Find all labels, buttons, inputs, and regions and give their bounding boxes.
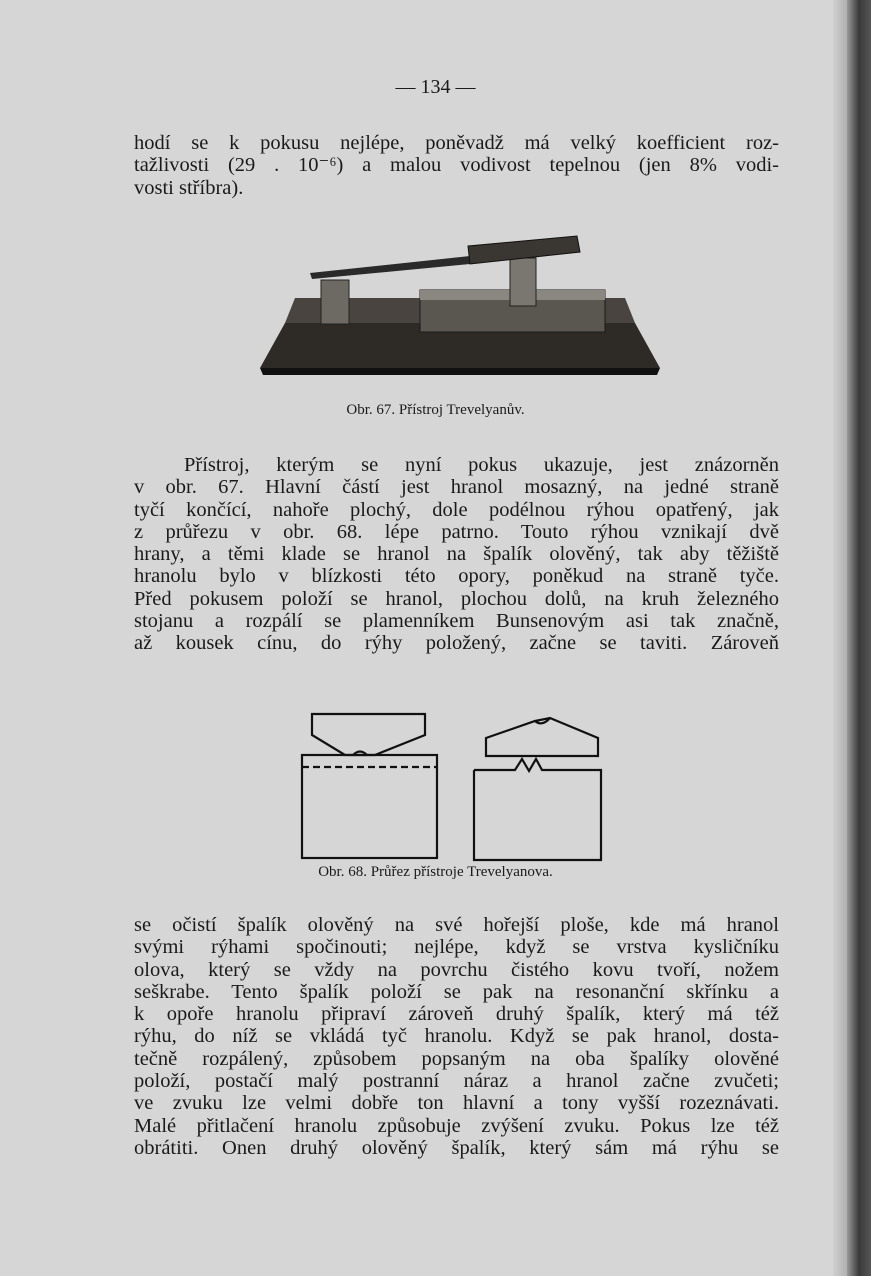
text-line: rýhu, do níž se vkládá tyč hranolu. Když se pak hranol, dosta- xyxy=(134,1025,779,1048)
text-line: tažlivosti (29 . 10⁻⁶) a malou vodivost tepelnou (jen 8% vodi- xyxy=(134,154,779,177)
book-edge xyxy=(847,0,871,1276)
text-line: svými rýhami spočinouti; nejlépe, když se vrstva kysličníku xyxy=(134,936,779,959)
figure-68-caption: Obr. 68. Průřez přístroje Trevelyanova. xyxy=(318,864,553,880)
figure-67-caption: Obr. 67. Přístroj Trevelyanův. xyxy=(346,402,525,418)
text-line: Malé přitlačení hranolu způsobuje zvýšení zvuku. Pokus lze též xyxy=(134,1114,779,1137)
text-line: Přístroj, kterým se nyní pokus ukazuje, jest znázorněn xyxy=(184,454,779,476)
figure-68-cross-section-diagram xyxy=(290,705,620,865)
text-line: tyčí končící, nahoře plochý, dole podélnou rýhou opatřený, jak xyxy=(134,498,779,521)
text-line: ve zvuku lze velmi dobře ton hlavní a tony vyšší rozeznávati. xyxy=(134,1092,779,1115)
page-gutter-shadow xyxy=(833,0,847,1276)
text-line: až kousek cínu, do rýhy položený, začne se taviti. Zároveň xyxy=(134,632,779,655)
figure-67-trevelyan-rocker-photo xyxy=(255,228,665,378)
text-line: k opoře hranolu připraví zároveň druhý špalík, který má též xyxy=(134,1003,779,1026)
text-line: hodí se k pokusu nejlépe, poněvadž má velký koefficient roz- xyxy=(134,132,779,154)
text-line: seškrabe. Tento špalík položí se pak na resonanční skřínku a xyxy=(134,980,779,1003)
text-line: vosti stříbra). xyxy=(134,176,244,199)
text-line: obrátiti. Onen druhý olověný špalík, který sám má rýhu se xyxy=(134,1136,779,1159)
text-line: položí, postačí malý postranní náraz a hranol začne zvučeti; xyxy=(134,1070,779,1093)
page-number: — 134 — xyxy=(395,76,476,98)
text-line: v obr. 67. Hlavní částí jest hranol mosazný, na jedné straně xyxy=(134,476,779,499)
paragraph-1 xyxy=(134,132,779,199)
text-line: hrany, a těmi klade se hranol na špalík olověný, tak aby těžiště xyxy=(134,543,779,566)
text-line: olova, který se vždy na povrchu čistého kovu tvoří, nožem xyxy=(134,958,779,981)
text-line: tečně rozpálený, způsobem popsaným na oba špalíky olověné xyxy=(134,1047,779,1070)
text-line: z průřezu v obr. 68. lépe patrno. Touto rýhou vznikají dvě xyxy=(134,520,779,543)
text-line: se očistí špalík olověný na své hořejší ploše, kde má hranol xyxy=(134,914,779,936)
paragraph-3 xyxy=(134,914,779,1159)
text-line: stojanu a rozpálí se plamenníkem Bunsenovým asi tak značně, xyxy=(134,610,779,633)
text-line: Před pokusem položí se hranol, plochou dolů, na kruh železného xyxy=(134,587,779,610)
paragraph-2 xyxy=(134,454,779,655)
text-line: hranolu bylo v blízkosti této opory, poněkud na straně tyče. xyxy=(134,565,779,588)
